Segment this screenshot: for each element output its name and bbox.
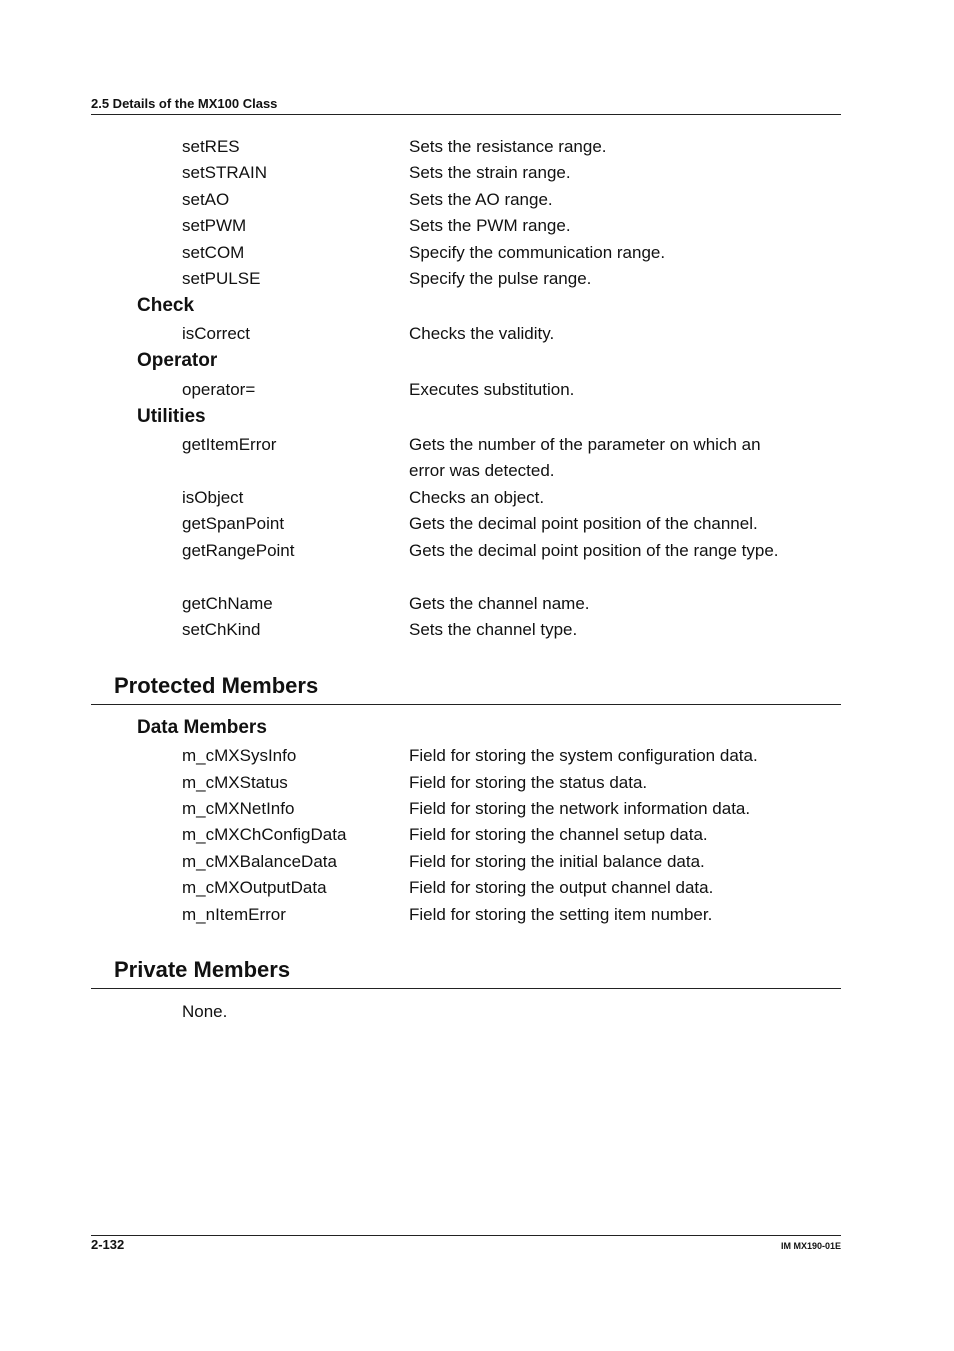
method-name: isCorrect <box>182 324 251 343</box>
method-description: Gets the channel name. <box>409 594 590 613</box>
document-id: IM MX190-01E <box>780 1241 841 1251</box>
data-members-heading: Data Members <box>137 717 267 738</box>
method-description: Sets the AO range. <box>409 190 553 209</box>
method-name: getItemError <box>182 435 277 454</box>
check-heading: Check <box>137 295 195 316</box>
utilities-heading: Utilities <box>137 406 206 427</box>
method-description: Executes substitution. <box>409 380 575 399</box>
private-heading: Private Members <box>114 957 291 982</box>
method-description: Sets the PWM range. <box>409 216 571 235</box>
method-name: setAO <box>182 190 230 209</box>
member-description: Field for storing the status data. <box>409 773 648 792</box>
member-description: Field for storing the setting item number. <box>409 905 713 924</box>
method-description: Gets the number of the parameter on which an error was detected. <box>409 435 761 480</box>
member-name: m_cMXChConfigData <box>182 825 347 844</box>
protected-rule <box>91 704 841 705</box>
method-description: Specify the pulse range. <box>409 269 592 288</box>
method-name: setRES <box>182 137 240 156</box>
method-description: Sets the resistance range. <box>409 137 607 156</box>
method-description: Gets the decimal point position of the range type. <box>409 541 779 560</box>
method-name: setPULSE <box>182 269 261 288</box>
method-description: Sets the channel type. <box>409 620 578 639</box>
private-rule <box>91 988 841 989</box>
header-title: 2.5 Details of the MX100 Class <box>91 96 278 111</box>
member-name: m_cMXBalanceData <box>182 852 337 871</box>
method-name: setCOM <box>182 243 245 262</box>
page-number: 2-132 <box>91 1237 125 1252</box>
method-name: setSTRAIN <box>182 163 268 182</box>
method-name: getChName <box>182 594 273 613</box>
member-name: m_cMXSysInfo <box>182 746 297 765</box>
method-name: isObject <box>182 488 244 507</box>
method-name: operator= <box>182 380 256 399</box>
member-description: Field for storing the output channel data. <box>409 878 714 897</box>
method-name: getRangePoint <box>182 541 295 560</box>
member-name: m_nItemError <box>182 905 286 924</box>
member-description: Field for storing the system configuration data. <box>409 746 758 765</box>
protected-heading: Protected Members <box>114 673 319 698</box>
member-name: m_cMXOutputData <box>182 878 327 897</box>
private-none-text: None. <box>182 1002 228 1021</box>
method-description: Gets the decimal point position of the channel. <box>409 514 758 533</box>
header-rule <box>91 114 841 115</box>
method-name: setChKind <box>182 620 261 639</box>
operator-heading: Operator <box>137 350 218 371</box>
method-description: Checks an object. <box>409 488 545 507</box>
method-name: setPWM <box>182 216 247 235</box>
member-description: Field for storing the initial balance data. <box>409 852 705 871</box>
member-description: Field for storing the channel setup data. <box>409 825 708 844</box>
method-description: Specify the communication range. <box>409 243 666 262</box>
footer-rule <box>91 1235 841 1236</box>
method-name: getSpanPoint <box>182 514 285 533</box>
member-name: m_cMXNetInfo <box>182 799 295 818</box>
method-description: Sets the strain range. <box>409 163 571 182</box>
member-description: Field for storing the network information data. <box>409 799 751 818</box>
method-description: Checks the validity. <box>409 324 555 343</box>
member-name: m_cMXStatus <box>182 773 288 792</box>
